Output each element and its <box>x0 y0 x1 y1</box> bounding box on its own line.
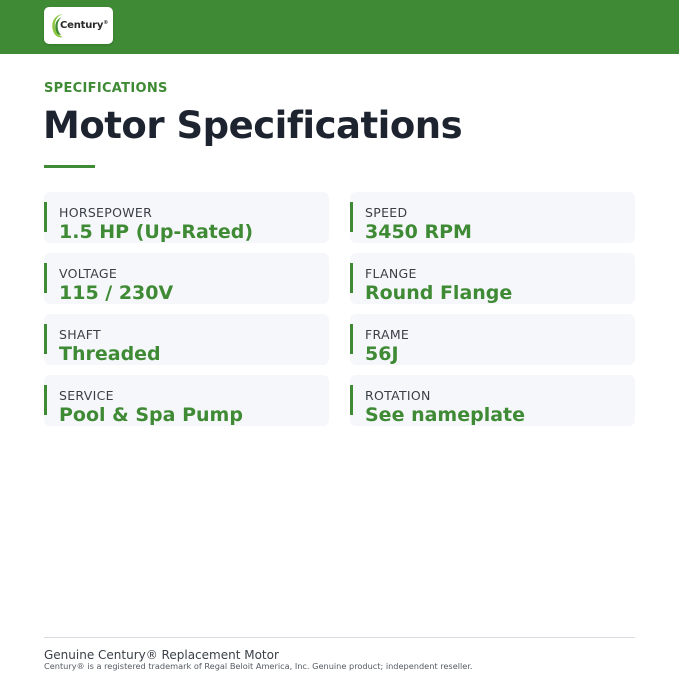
brand-logo <box>44 7 113 44</box>
spec-card-horsepower <box>44 192 329 243</box>
header-band <box>0 0 679 54</box>
spec-label: HORSEPOWER <box>59 205 153 220</box>
spec-label: SHAFT <box>59 327 101 342</box>
footer-divider <box>44 637 635 638</box>
spec-value: 1.5 HP (Up-Rated) <box>59 221 254 243</box>
spec-value: See nameplate <box>365 404 526 426</box>
spec-label: VOLTAGE <box>59 266 118 281</box>
accent-bar <box>44 385 47 415</box>
accent-bar <box>44 324 47 354</box>
spec-label: SPEED <box>365 205 408 220</box>
footer-tagline: Genuine Century® Replacement Motor <box>44 648 279 662</box>
spec-value: Round Flange <box>365 282 513 304</box>
spec-card-speed <box>350 192 635 243</box>
spec-card-flange <box>350 253 635 304</box>
accent-bar <box>350 324 353 354</box>
spec-label: FRAME <box>365 327 410 342</box>
accent-bar <box>350 202 353 232</box>
section-eyebrow: SPECIFICATIONS <box>44 81 168 96</box>
spec-card-voltage <box>44 253 329 304</box>
spec-value: 3450 RPM <box>365 221 472 243</box>
spec-value: 115 / 230V <box>59 282 174 304</box>
spec-value: Threaded <box>59 343 161 365</box>
accent-bar <box>44 202 47 232</box>
spec-card-shaft <box>44 314 329 365</box>
spec-card-service <box>44 375 329 426</box>
accent-bar <box>350 263 353 293</box>
spec-card-frame <box>350 314 635 365</box>
spec-card-rotation <box>350 375 635 426</box>
spec-grid <box>44 192 635 426</box>
title-underline <box>44 165 95 168</box>
spec-label: ROTATION <box>365 388 431 403</box>
accent-bar <box>350 385 353 415</box>
spec-label: SERVICE <box>59 388 114 403</box>
brand-name: Century® <box>60 20 109 31</box>
footer-legal-note: Century® is a registered trademark of Regal Beloit America, Inc. Genuine product; independent reseller. <box>44 661 473 671</box>
spec-value: 56J <box>365 343 399 365</box>
spec-value: Pool & Spa Pump <box>59 404 243 426</box>
spec-label: FLANGE <box>365 266 417 281</box>
page-title: Motor Specifications <box>43 104 463 147</box>
accent-bar <box>44 263 47 293</box>
